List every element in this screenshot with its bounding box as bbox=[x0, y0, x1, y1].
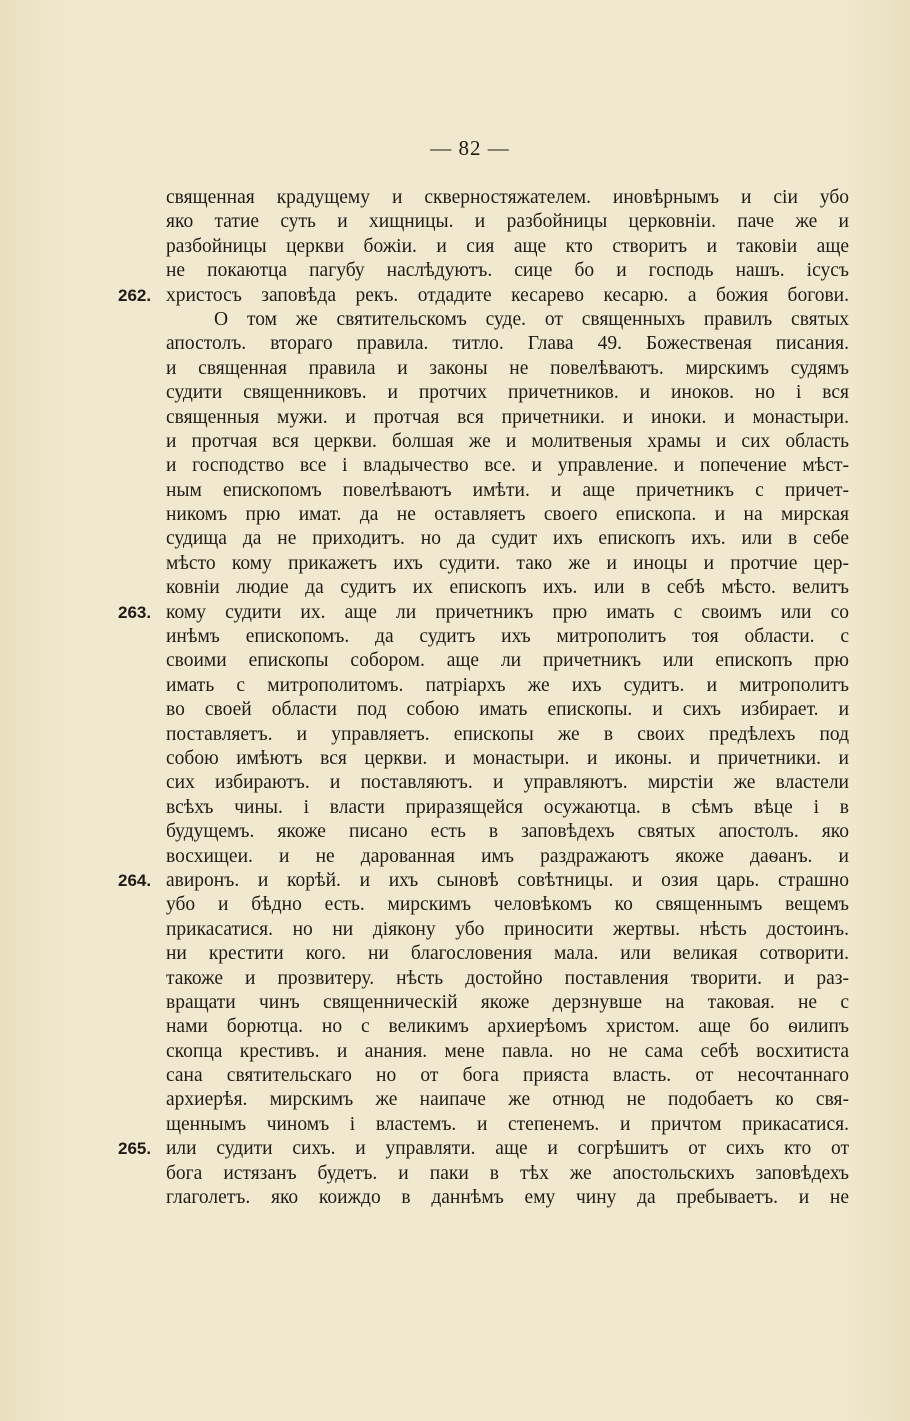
text-line bbox=[166, 1186, 849, 1210]
text-line bbox=[166, 357, 849, 381]
line-text: всѣхъ чины. і власти приразящейся осужаютца. в сѣмъ вѣце і в bbox=[166, 796, 849, 818]
line-text: ным епископомъ повелѣваютъ имѣти. и аще причетникъ с причет- bbox=[166, 479, 849, 501]
line-text: собою имѣютъ вся церкви. и монастыри. и иконы. и причетники. и bbox=[166, 747, 849, 769]
line-text: никомъ прю имат. да не оставляетъ своего епископа. и на мирская bbox=[166, 504, 849, 526]
line-text: или судити сихъ. и управляти. аще и согрѣшитъ от сихъ кто от bbox=[166, 1138, 849, 1160]
line-text: О том же святительскомъ суде. от священныхъ правилъ святых bbox=[214, 308, 849, 330]
text-line bbox=[118, 1137, 849, 1161]
line-text: и протчая вся церкви. болшая же и молитвеныя храмы и сих область bbox=[166, 430, 849, 452]
line-text: будущемъ. якоже писано есть в заповѣдехъ святых апостолъ. яко bbox=[166, 821, 849, 843]
line-text: разбойницы церкви божіи. и сия аще кто створитъ и таковіи аще bbox=[166, 235, 849, 257]
line-text: архиерѣя. мирскимъ же наипаче же отнюд не подобаетъ ко свя- bbox=[166, 1089, 849, 1111]
line-text: восхищеи. и не дарованная имъ раздражаютъ якоже даѳанъ. и bbox=[166, 845, 849, 867]
text-line bbox=[166, 210, 849, 234]
text-line bbox=[166, 893, 849, 917]
text-line bbox=[166, 1113, 849, 1137]
text-line bbox=[166, 991, 849, 1015]
text-line bbox=[166, 796, 849, 820]
text-line bbox=[166, 527, 849, 551]
text-line bbox=[166, 918, 849, 942]
text-line bbox=[166, 235, 849, 259]
page-number: — 82 — bbox=[430, 136, 510, 160]
line-text: яко татие суть и хищницы. и разбойницы церковніи. паче же и bbox=[166, 211, 849, 233]
line-text: глаголетъ. яко коиждо в даннѣмъ ему чину да пребываетъ. и не bbox=[166, 1187, 849, 1209]
text-line bbox=[166, 747, 849, 771]
line-text: скопца крестивъ. и анания. мене павла. но не сама себѣ восхитиста bbox=[166, 1040, 849, 1062]
text-line bbox=[166, 259, 849, 283]
line-text: судити священниковъ. и протчих причетников. и иноков. но і вся bbox=[166, 382, 849, 404]
text-line bbox=[166, 1088, 849, 1112]
text-line bbox=[166, 381, 849, 405]
line-text: священная крадущему и скверностяжателем. иновѣрнымъ и сіи убо bbox=[166, 187, 849, 208]
text-line bbox=[166, 649, 849, 673]
line-text: имать с митрополитомъ. патріархъ же ихъ судитъ. и митрополитъ bbox=[166, 674, 849, 696]
text-line bbox=[166, 942, 849, 966]
line-text: сана святительскаго но от бога прияста власть. от несочтаннаго bbox=[166, 1065, 849, 1087]
paragraph-number: 262. bbox=[118, 285, 152, 305]
line-text: апостолъ. втораго правила. титло. Глава 49. Божественая писания. bbox=[166, 333, 849, 355]
line-text: убо и бѣдно есть. мирскимъ человѣкомъ ко священнымъ вещемъ bbox=[166, 894, 849, 916]
text-line bbox=[166, 332, 849, 356]
paragraph-number: 264. bbox=[118, 870, 152, 890]
line-text: священныя мужи. и протчая вся причетники. и иноки. и монастыри. bbox=[166, 406, 849, 428]
text-line bbox=[166, 308, 849, 332]
text-line bbox=[166, 771, 849, 795]
text-line bbox=[166, 1064, 849, 1088]
line-text: инѣмъ епископомъ. да судитъ ихъ митрополитъ тоя области. с bbox=[166, 626, 849, 648]
line-text: такоже и прозвитеру. нѣсть достойно поставления творити. и раз- bbox=[166, 967, 849, 989]
line-text: христосъ заповѣда рекъ. отдадите кесарево кесарю. а божия богови. bbox=[166, 284, 849, 306]
text-line bbox=[166, 576, 849, 600]
text-line bbox=[166, 430, 849, 454]
text-line bbox=[166, 479, 849, 503]
line-text: щеннымъ чиномъ і властемъ. и степенемъ. и причтом прикасатися. bbox=[166, 1113, 849, 1135]
line-text: не покаютца пагубу наслѣдуютъ. сице бо и господь нашъ. ісусъ bbox=[166, 260, 849, 282]
text-line bbox=[166, 552, 849, 576]
text-line bbox=[166, 723, 849, 747]
line-text: поставляетъ. и управляетъ. епископы же в своих предѣлехъ под bbox=[166, 723, 849, 745]
line-text: авиронъ. и корѣй. и ихъ сыновѣ совѣтницы. и озия царь. страшно bbox=[166, 869, 849, 891]
text-line bbox=[118, 284, 849, 308]
line-text: мѣсто кому прикажетъ ихъ судити. тако же и иноцы и протчие цер- bbox=[166, 552, 849, 574]
text-line bbox=[118, 601, 849, 625]
line-text: нами борютца. но с великимъ архиерѣомъ христом. аще бо ѳилипъ bbox=[166, 1016, 849, 1038]
text-line bbox=[166, 1015, 849, 1039]
paragraph-number: 265. bbox=[118, 1139, 152, 1159]
text-line bbox=[166, 698, 849, 722]
line-text: во своей области под собою имать епископы. и сихъ избирает. и bbox=[166, 699, 849, 721]
line-text: сих избираютъ. и поставляютъ. и управляютъ. мирстіи же властели bbox=[166, 772, 849, 794]
text-line bbox=[166, 845, 849, 869]
paragraph-number: 263. bbox=[118, 602, 152, 622]
line-text: ковніи людие да судитъ их епископъ ихъ. или в себѣ мѣсто. велитъ bbox=[166, 577, 849, 599]
text-line bbox=[166, 454, 849, 478]
text-line bbox=[166, 406, 849, 430]
line-text: судища да не приходитъ. но да судит ихъ епископъ ихъ. или в себе bbox=[166, 528, 849, 550]
text-line bbox=[166, 674, 849, 698]
line-text: ни крестити кого. ни благословения мала. или великая сотворити. bbox=[166, 943, 849, 965]
line-text: своими епископы собором. аще ли причетникъ или епископъ прю bbox=[166, 650, 849, 672]
line-text: и господство все і владычество все. и управление. и попечение мѣст- bbox=[166, 455, 849, 477]
text-line bbox=[166, 967, 849, 991]
text-line bbox=[166, 1162, 849, 1186]
text-line bbox=[166, 503, 849, 527]
line-text: вращати чинъ священническій якоже дерзнувше на таковая. не с bbox=[166, 991, 849, 1013]
text-block bbox=[118, 186, 849, 1210]
text-line bbox=[118, 869, 849, 893]
text-line bbox=[166, 186, 849, 210]
line-text: и священная правила и законы не повелѣваютъ. мирскимъ судямъ bbox=[166, 357, 849, 379]
text-line bbox=[166, 625, 849, 649]
line-text: кому судити их. аще ли причетникъ прю имать с своимъ или со bbox=[166, 601, 849, 623]
text-line bbox=[166, 820, 849, 844]
line-text: прикасатися. но ни діякону убо приносити жертвы. нѣсть достоинъ. bbox=[166, 918, 849, 940]
line-text: бога истязанъ будетъ. и паки в тѣх же апостольскихъ заповѣдехъ bbox=[166, 1162, 849, 1184]
text-line bbox=[166, 1040, 849, 1064]
